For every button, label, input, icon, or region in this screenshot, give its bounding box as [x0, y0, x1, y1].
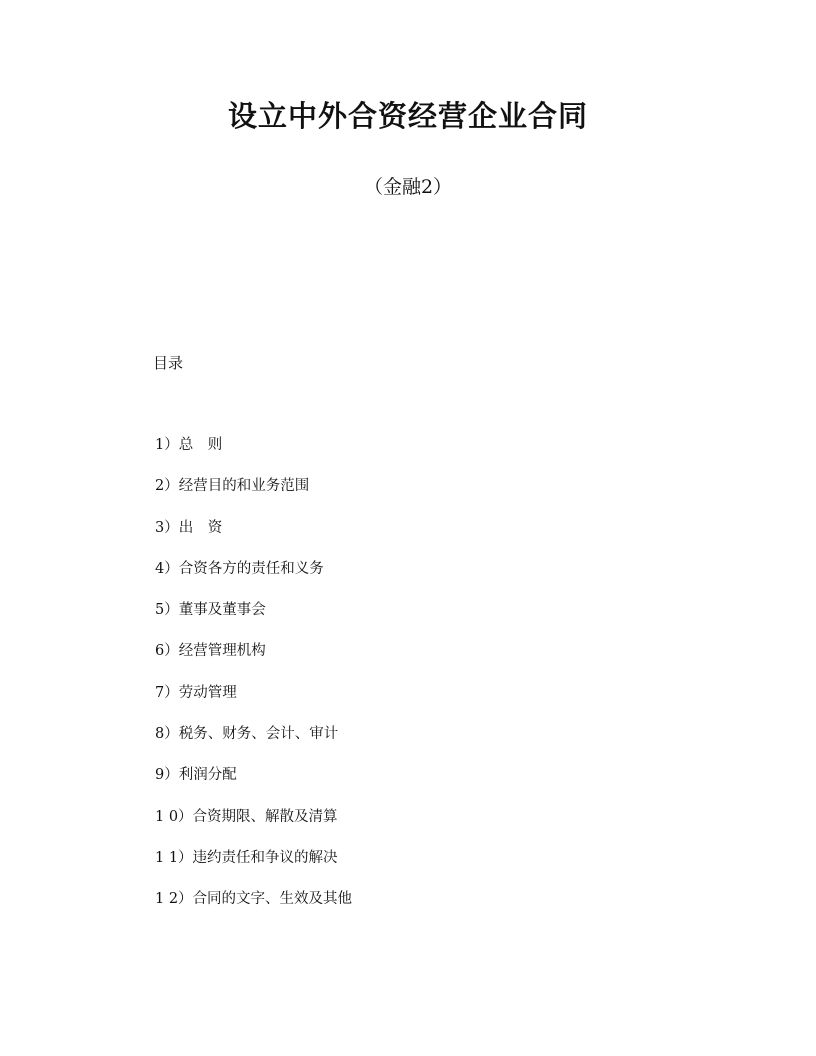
toc-item-9: 9）利润分配 — [155, 767, 237, 784]
document-subtitle: （金融2） — [363, 176, 453, 198]
toc-item-4: 4）合资各方的责任和义务 — [155, 560, 324, 577]
toc-item-5: 5）董事及董事会 — [155, 602, 266, 619]
toc-item-1: 1）总 则 — [155, 437, 223, 453]
toc-item-2: 2）经营目的和业务范围 — [155, 478, 310, 495]
table-of-contents — [155, 434, 352, 930]
toc-item-7: 7）劳动管理 — [155, 684, 237, 701]
toc-item-8: 8）税务、财务、会计、审计 — [155, 726, 339, 743]
document-title: 设立中外合资经营企业合同 — [227, 99, 588, 133]
toc-item-3: 3）出 资 — [155, 519, 223, 536]
toc-heading: 目录 — [153, 354, 184, 372]
toc-item-12: 1 2）合同的文字、生效及其他 — [155, 891, 353, 908]
toc-item-6: 6）经营管理机构 — [155, 643, 266, 660]
toc-item-10: 1 0）合资期限、解散及清算 — [155, 808, 338, 825]
toc-item-11: 1 1）违约责任和争议的解决 — [155, 849, 338, 866]
